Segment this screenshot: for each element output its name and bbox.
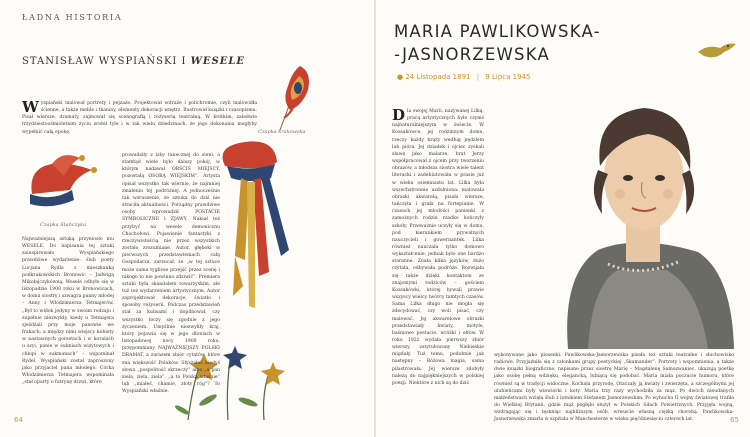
birth-date: 24 Listopada 1891 — [405, 73, 471, 81]
jester-hat-illustration — [22, 150, 102, 212]
person-name-line-2: -JASNORZEWSKA — [394, 45, 550, 64]
left-column-2: prowadziły z izby tanecznej do sieni, a stamtąd wiele było dalszy pokój, w którym nadawał OBSCIS MIEJSCY, pozostałą OSOBĄ WIEJSKIM”. Artysta opisał wszystko tak wiernie, że najmniej zmaleniu tej podróżnej. A jednocześnie tak wzruszenie, że sztuka do dziś nie straciła aktualności. Porządny prawdziwe osoby wprowadził POSTACIE SYMBOLICZNE i ZJAWY. Nakiał też przybyć na wesele demonicznu Chochołowi. Pojawienie fantastyki z rzeczywistością nie przez wszystkich zostało zrozumiane. Autor, głęboki w pierwszych przedstawieniach całą Gospodarza, zarzucał, że „w tej sztuce może sama tyglivse przejść przez scenę i nikogo to nie powinno zdziwić”. Premiera sztuki była skandalem towarzyskim, ale tuż też wydarzeniem artystycznym. Autor zaprojektował dekoracje, światło i sposoby reżyserii. Podczas przedstawień stał za kulisami i dopilnował, czy wszystko toczy się zgodnie z jego życzeniem. Umyślnie niezwykły kraj, który pojawia się w jego dłoniach w listopadowej nocy 1900 roku, przypomniany NAJWAŻNIEJSZY POLSKI DRAMAT, a zarazem zbiór cytatów, które zna większość Polaków. Słyszałeś kiedyś słowa „pospolitość skrzeczy” albo „a pan ziela, ziela, ziela”, „a to Polska właśnie” lub „miałeś, chamie, złoty róg”? To Wyspiański właśnie. — [122, 153, 220, 395]
left-column-1: Najważniejszą sztuką przyniosło mu WESELE. Do napisania tej sztuki zainspirowało Wyspiańskiego prawdziwe wydarzenie: ślub poety Lucjana Rydla z mieszkanką podkrakowskich Bronowic – Jadwigą Mikołajczykówną. Wesele odbyło się w listopadzie 1900 roku w Bronowicach, w domu siostry i szwagra panny młodej – Anny i Włodzimierza Tetmajerów. „Był to widok jedyny w swoim rodzaju i zupełnie niezwykły, kiedy u Tetmajera zjeżdżali przy moje panowie we frakach, a między nimi wiejscy kobiety w nastawnych gorsetach i w koralach u szyi, panie w sukniach wizytowych i chłopi w sukmanach” – wspominał Rydel. Wyspiański został zaproszony jako przyjaciel pana młodego. Córka Włodzimierza Tetmajera wspominała „stał oparty o futrynę drzwi, które — [22, 237, 114, 386]
caption-krakow-cap: Czapka krakowska — [258, 129, 306, 135]
article-title-emphasis: WESELE — [190, 56, 246, 67]
bird-illustration — [694, 38, 738, 62]
intro-paragraph — [22, 100, 257, 144]
left-page — [0, 0, 374, 437]
portrait-illustration — [548, 74, 738, 349]
page-number-left: 64 — [14, 416, 23, 424]
date-bullet-icon: ● — [397, 73, 404, 81]
running-head: ŁADNA HISTORIA — [22, 13, 123, 22]
right-column-1 — [392, 108, 484, 420]
death-date: 9 Lipca 1945 — [485, 73, 531, 81]
right-column-2: wykonywane jako piosenki. Pawlikowska-Jasnorzewska pisała też sztuki teatralne i słuchowisko radiowe. Przyjaźniła się z członkami grupy poetyckiej „Skamander”. Portrety i wspomnienia, a także dwie książki biograficzne, napisane przez siostrę Marię – Magdalenę Samozwaniec, ukazują poetkę jako osobę pełną wdzięku, elegancką, lubiącą się podobać. Maria miała poczucie humoru, które również są w tradycji widoczne. Kochała przyrodę. Otaczały ją kwiaty i zwierzęta, a szczególnymi jej ulubieńcami były wiewiórki i koty. Maria trzy razy wychodziła za mąż. Po dwóch nieudanych małżeństwach wzięła ślub z lotnikiem Stefanem Jasnorzewskim. Po wybuchu II wojny światowej trafiła do Wielkiej Brytanii, gdzie mąż pogłębi służył w Polskich Siłach Powietrznych. Przyjęła wojną, wzdragając się i tęskniąc najbliższym osób, wreszcie własną ciężką chorobą. Pawlikowska-Jasnorzewska zmarła w szpitalu w Manchesterze w wieku pięćdziesięciu czterech lat. — [494, 353, 734, 423]
bio-text: la swojej Marii, nazywanej Lilką, pracą artystycznych było czymś najnaturalniejszym w świecie. W Kossakówce, jej rodzinnym domu, rzeczy każdy krąży według pędzlem lub pióra. Jej dziadek i ojciec zyskali sławę jako malarze, brat Jerzy współpracował z ojcem przy tworzeniu obrazów, a młodsza siostra wiele talent literacki i zadebiutowała w prasie już w wieku osiemnastu lat. Lilka była wszechstronnie uzdolniona: malowała obrazki akwarelą, pisała wiersze, tańczyła i grała na fortepianie. W czasach jej młodości panienki z zamożnych rodzin rzadko kończyły szkoły. Przeważnie uczyły się w domu, pod kierunkiem prywatnych nauczycieli i guwernantek. Lilka również nauczała tylko domowo wykształcenie, jednak było one bardzo staranne. Znała kilka języków, dużo czytała, odbywała podróże. Rozwijała się także dzięki kontaktom ze znajomymi rodziców – gościem Kossakówki, której bywali prawie wszyscy wielcy twórcy tamtych czasów. Sama Lilka długo nie mogła się zdecydować, czy woli pisać, czy malować. Jej akwarelowe obrazki przedstawiały kwiaty, motyle, baśniowe postacie, wróżki i elfów. W roku 1922 wydała pierwszy zbiór wierszy, zatytułowany Niebieskie migdały. Tuż temu, podobnie jak następny – Różowa magia, sama pilastrowała. Jej wiersze zdobyły należą do najpiękniejszych w polskiej poezji. Niektóre z nich są do dziś — [392, 109, 484, 386]
intro-text: yspiański malował portrety i pejzaże. Projektował witraże i polichromie, czyli malowidła ścienne, a także meble i tkaniny, elementy dekoracji wnętrz. Ilustrował książki i czasopisma. Pisał wiersze, dramaty, zajmował się scenografią i reżyserią teatralną. W krótkim, zaledwie trzydziestoośmioletnim życiu zrobił tyle i w tak wielu dziedzinach, że jego dokonania mogłyby wypełnić całą epokę. — [22, 101, 257, 135]
date-separator-icon: | — [476, 73, 480, 81]
peacock-feather-illustration — [270, 60, 320, 132]
right-page — [376, 0, 750, 437]
article-title — [22, 56, 245, 67]
life-dates — [397, 73, 531, 81]
person-name-line-1: MARIA PAWLIKOWSKA- — [394, 22, 601, 41]
article-title-main: STANISŁAW WYSPIAŃSKI I — [22, 56, 191, 67]
caption-jester-hat: Czapka Stańczyka — [40, 222, 87, 228]
page-number-right: 65 — [730, 416, 739, 424]
intro-dropcap: W — [22, 98, 39, 116]
bio-dropcap: D — [392, 106, 406, 124]
